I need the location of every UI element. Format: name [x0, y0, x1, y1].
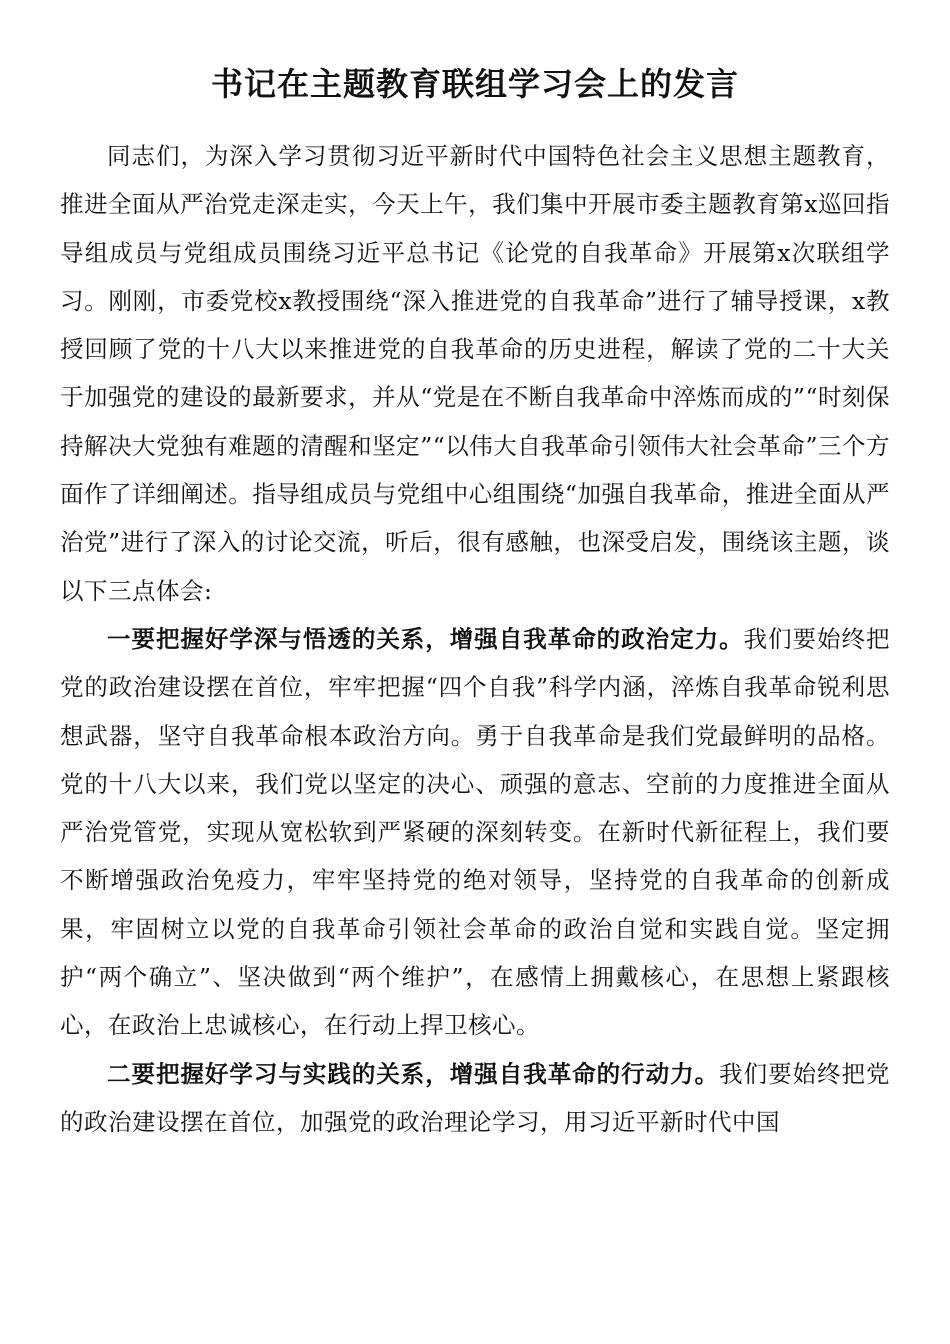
document-title: 书记在主题教育联组学习会上的发言: [210, 65, 739, 103]
document-page: [60, 0, 890, 1344]
paragraph-text: 我们要始终把党的政治建设摆在首位，牢牢把握“四个自我”科学内涵，淬炼自我革命锐利思想武器，坚守自我革命根本政治方向。勇于自我革命是我们党最鲜明的品格。党的十八大以来，我们党以坚定的决心、顽强的意志、空前的力度推进全面从严治党管党，实现从宽松软到严紧硬的深刻转变。在新时代新征程上，我们要不断增强政治免疫力，牢牢坚持党的绝对领导，坚持党的自我革命的创新成果，牢固树立以党的自我革命引领社会革命的政治自觉和实践自觉。坚定拥护“两个确立”、坚决做到“两个维护”，在感情上拥戴核心，在思想上紧跟核心，在政治上忠诚核心，在行动上捍卫核心。: [60, 624, 890, 1040]
paragraph-point-two: [60, 1050, 890, 1147]
paragraph-text: 同志们，为深入学习贯彻习近平新时代中国特色社会主义思想主题教育，推进全面从严治党走深走实，今天上午，我们集中开展市委主题教育第x巡回指导组成员与党组成员围绕习近平总书记《论党的自我革命》开展第x次联组学习。刚刚，市委党校x教授围绕“深入推进党的自我革命”进行了辅导授课，x教授回顾了党的十八大以来推进党的自我革命的历史进程，解读了党的二十大关于加强党的建设的最新要求，并从“党是在不断自我革命中淬炼而成的”“时刻保持解决大党独有难题的清醒和坚定”“以伟大自我革命引领伟大社会革命”三个方面作了详细阐述。指导组成员与党组中心组围绕“加强自我革命，推进全面从严治党”进行了深入的讨论交流，听后，很有感触，也深受启发，围绕该主题，谈以下三点体会:: [60, 142, 890, 605]
document-body: [60, 132, 890, 1146]
paragraph-text: 我们要始终把党的政治建设摆在首位，加强党的政治理论学习，用习近平新时代中国: [60, 1059, 890, 1136]
paragraph-intro: [60, 132, 890, 615]
paragraph-lead-heading: 一要把握好学深与悟透的关系，增强自我革命的政治定力。: [107, 624, 744, 653]
paragraph-point-one: [60, 615, 890, 1050]
paragraph-lead-heading: 二要把握好学习与实践的关系，增强自我革命的行动力。: [107, 1059, 720, 1088]
